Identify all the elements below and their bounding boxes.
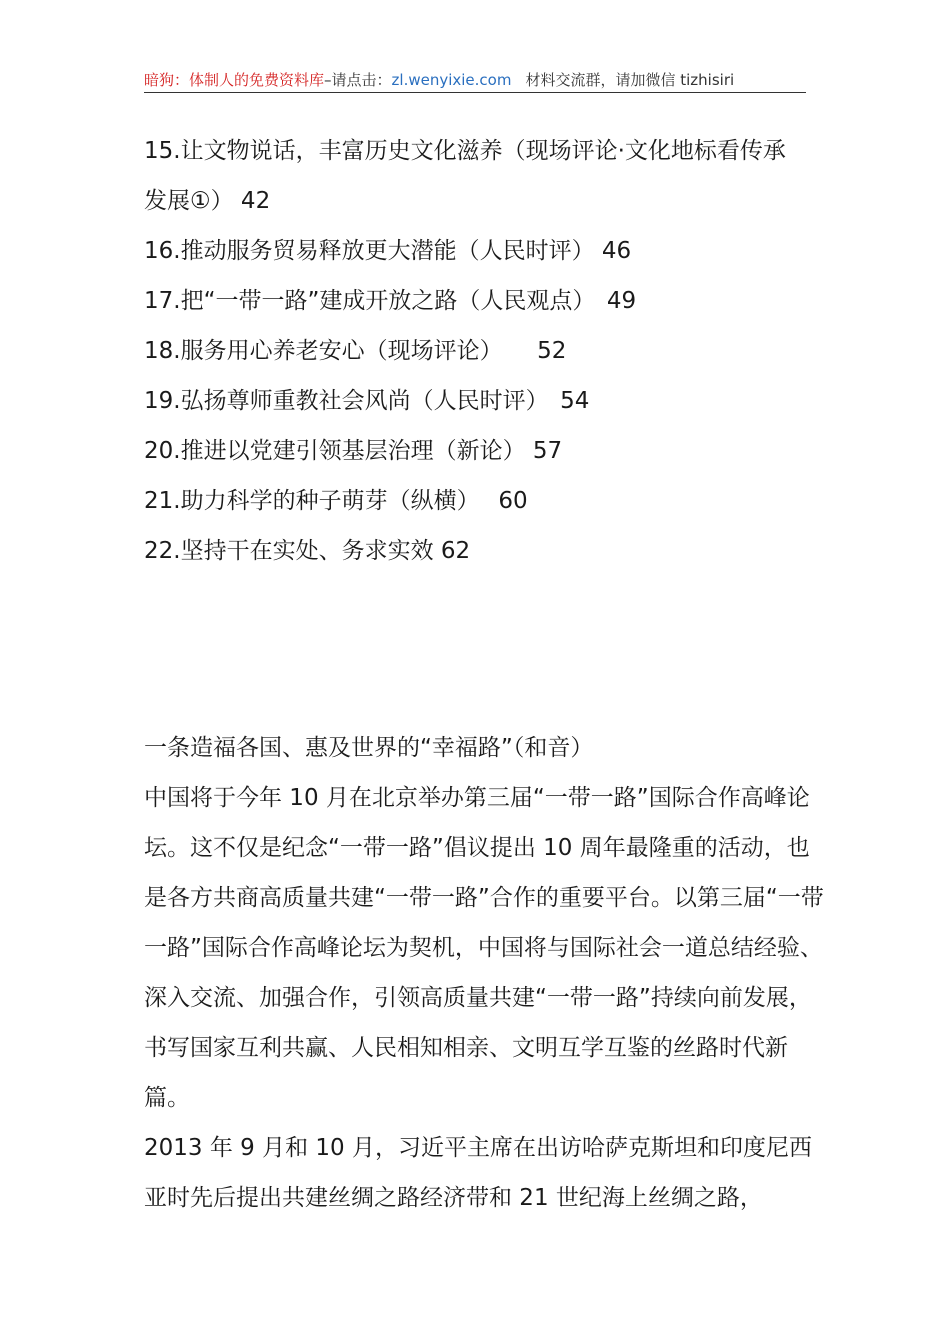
toc-entry: 18.服务用心养老安心（现场评论） 52: [144, 338, 567, 364]
header-brand: 暗狗：体制人的免费资料库: [144, 71, 325, 89]
article-paragraph: 中国将于今年 10 月在北京举办第三届“一带一路”国际合作高峰论坛。这不仅是纪念“一带一路”倡议提出 10 周年最隆重的活动，也是各方共商高质量共建“一带一路”合作的重要平台。以第三届“一带一路”国际合作高峰论坛为契机，中国将与国际社会一道总结经验、深入交流、加强合作，引领高质量共建“一带一路”持续向前发展，书写国家互利共赢、人民相知相亲、文明互学互鉴的丝路时代新篇。: [144, 785, 824, 1111]
toc-entry: 19.弘扬尊师重教社会风尚（人民时评） 54: [144, 388, 590, 414]
toc-entry: 16.推动服务贸易释放更大潜能（人民时评） 46: [144, 238, 632, 264]
toc-entry: 15.让文物说话，丰富历史文化滋养（现场评论·文化地标看传承: [144, 138, 786, 164]
header-link[interactable]: zl.wenyixie.com: [391, 71, 512, 89]
page-header: [144, 70, 806, 93]
toc-entry: 22.坚持干在实处、务求实效 62: [144, 538, 471, 564]
article-body: [144, 773, 824, 1223]
header-group-info: 材料交流群，请加微信 tizhisiri: [525, 71, 735, 89]
article-paragraph: 2013 年 9 月和 10 月，习近平主席在出访哈萨克斯坦和印度尼西亚时先后提出共建丝绸之路经济带和 21 世纪海上丝绸之路，: [144, 1135, 812, 1211]
toc-entry: 发展①） 42: [144, 188, 271, 214]
toc-entry: 17.把“一带一路”建成开放之路（人民观点） 49: [144, 288, 637, 314]
article-title: 一条造福各国、惠及世界的“幸福路”（和音）: [144, 735, 594, 761]
header-prompt: –请点击：: [324, 71, 392, 89]
toc-entry: 21.助力科学的种子萌芽（纵横） 60: [144, 488, 528, 514]
toc-entry: 20.推进以党建引领基层治理（新论） 57: [144, 438, 563, 464]
table-of-contents: [144, 126, 824, 576]
